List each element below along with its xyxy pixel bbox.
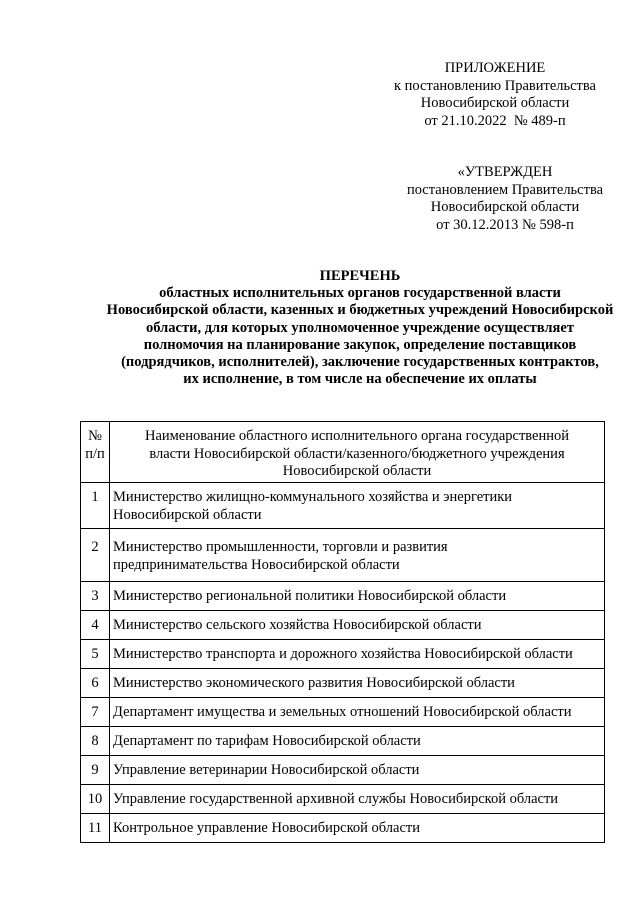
row-number: 5 [81, 640, 110, 669]
organizations-table [80, 421, 605, 843]
document-subtitle [60, 285, 640, 389]
row-number: 8 [81, 727, 110, 756]
row-number: 9 [81, 756, 110, 785]
subtitle-line: области, для которых уполномоченное учреждение осуществляет [146, 319, 574, 336]
header-name: Наименование областного исполнительного органа государственной власти Новосибирской области/казенного/бюджетного учреждения Новосибирской области [110, 422, 605, 483]
row-name: Министерство региональной политики Новосибирской области [110, 582, 605, 611]
annex-heading: ПРИЛОЖЕНИЕ [444, 60, 546, 76]
row-number: 11 [81, 814, 110, 843]
table-row [81, 640, 605, 669]
table-row [81, 756, 605, 785]
row-number: 4 [81, 611, 110, 640]
subtitle-line: (подрядчиков, исполнителей), заключение государственных контрактов, [121, 354, 599, 371]
subtitle-line: полномочия на планирование закупок, определение поставщиков [143, 336, 577, 353]
row-number: 1 [81, 483, 110, 529]
row-number: 3 [81, 582, 110, 611]
approval-line: Новосибирской области [430, 199, 580, 215]
annex-date: от 21.10.2022 № 489-п [424, 112, 566, 129]
row-name: Министерство транспорта и дорожного хозяйства Новосибирской области [110, 640, 605, 669]
row-name: Министерство промышленности, торговли и развития предпринимательства Новосибирской области [110, 529, 605, 582]
row-number: 6 [81, 669, 110, 698]
row-name: Управление ветеринарии Новосибирской области [110, 756, 605, 785]
table-row [81, 669, 605, 698]
header-number: № п/п [81, 422, 110, 483]
table-row [81, 611, 605, 640]
subtitle-line: областных исполнительных органов государственной власти [159, 285, 561, 301]
approval-line: постановлением Правительства [406, 181, 604, 198]
row-name: Департамент по тарифам Новосибирской области [110, 727, 605, 756]
row-number: 2 [81, 529, 110, 582]
subtitle-line: их исполнение, в том числе на обеспечение их оплаты [183, 371, 537, 388]
table-row [81, 814, 605, 843]
row-name: Департамент имущества и земельных отношений Новосибирской области [110, 698, 605, 727]
row-name: Контрольное управление Новосибирской области [110, 814, 605, 843]
approval-block [380, 164, 630, 234]
table-row [81, 582, 605, 611]
table-row [81, 483, 605, 529]
row-number: 7 [81, 698, 110, 727]
approval-date: от 30.12.2013 № 598-п [436, 216, 574, 233]
annex-block [360, 60, 630, 130]
row-name: Министерство жилищно-коммунального хозяйства и энергетики Новосибирской области [110, 483, 605, 529]
annex-line: к постановлению Правительства [394, 77, 596, 94]
annex-line: Новосибирской области [420, 95, 570, 111]
table-row [81, 727, 605, 756]
subtitle-line: Новосибирской области, казенных и бюджетных учреждений Новосибирской [106, 302, 614, 319]
table-header-row [81, 422, 605, 483]
document-title: ПЕРЕЧЕНЬ [319, 268, 401, 284]
table-row [81, 529, 605, 582]
approval-heading: «УТВЕРЖДЕН [457, 164, 553, 180]
row-name: Управление государственной архивной службы Новосибирской области [110, 785, 605, 814]
row-number: 10 [81, 785, 110, 814]
table-row [81, 785, 605, 814]
row-name: Министерство сельского хозяйства Новосибирской области [110, 611, 605, 640]
row-name: Министерство экономического развития Новосибирской области [110, 669, 605, 698]
table-row [81, 698, 605, 727]
